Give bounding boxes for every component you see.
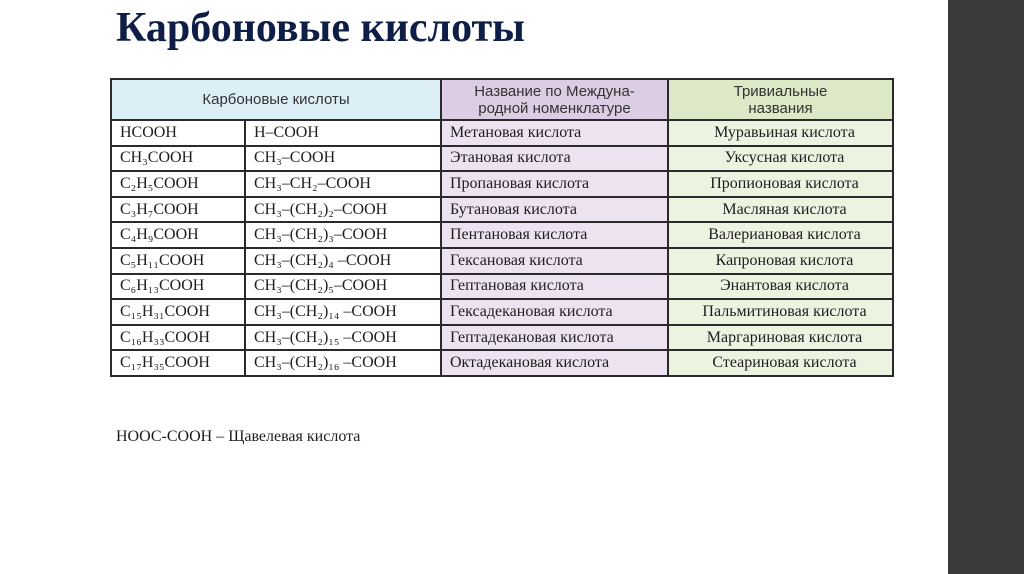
oxalic-acid-note: НООС-СООН – Щавелевая кислота (116, 428, 361, 445)
molecular-formula-cell: C₁₇H₃₅COOH (111, 350, 245, 376)
trivial-name-cell: Стеариновая кислота (668, 350, 893, 376)
iupac-name-cell: Гептадекановая кислота (441, 325, 668, 351)
molecular-formula-cell: C₅H₁₁COOH (111, 248, 245, 274)
structural-formula-cell: CH₃–COOH (245, 146, 441, 172)
table-header-row (111, 79, 893, 120)
trivial-name-cell: Валериановая кислота (668, 222, 893, 248)
structural-formula-cell: H–COOH (245, 120, 441, 146)
iupac-name-cell: Этановая кислота (441, 146, 668, 172)
molecular-formula-cell: C₄H₉COOH (111, 222, 245, 248)
table-row (111, 350, 893, 376)
table-row (111, 222, 893, 248)
table-row (111, 197, 893, 223)
molecular-formula-cell: C₃H₇COOH (111, 197, 245, 223)
molecular-formula-cell: C₆H₁₃COOH (111, 274, 245, 300)
structural-formula-cell: CH₃–(CH₂)₂–COOH (245, 197, 441, 223)
header-iupac-name: Название по Междуна- родной номенклатуре (441, 79, 668, 120)
molecular-formula-cell: C₁₅H₃₁COOH (111, 299, 245, 325)
iupac-name-cell: Гексановая кислота (441, 248, 668, 274)
iupac-name-cell: Пентановая кислота (441, 222, 668, 248)
trivial-name-cell: Уксусная кислота (668, 146, 893, 172)
iupac-name-cell: Бутановая кислота (441, 197, 668, 223)
structural-formula-cell: CH₃–(CH₂)₃–COOH (245, 222, 441, 248)
table-row (111, 120, 893, 146)
molecular-formula-cell: HCOOH (111, 120, 245, 146)
iupac-name-cell: Октадекановая кислота (441, 350, 668, 376)
table-row (111, 325, 893, 351)
header-formula: Карбоновые кислоты (111, 79, 441, 120)
right-sidebar-strip (948, 0, 1024, 574)
iupac-name-cell: Пропановая кислота (441, 171, 668, 197)
slide-title: Карбоновые кислоты (116, 5, 525, 51)
trivial-name-cell: Энантовая кислота (668, 274, 893, 300)
header-trivial-name: Тривиальные названия (668, 79, 893, 120)
carboxylic-acids-table (110, 78, 894, 377)
trivial-name-cell: Капроновая кислота (668, 248, 893, 274)
structural-formula-cell: CH₃–(CH₂)₁₅ –COOH (245, 325, 441, 351)
trivial-name-cell: Пропионовая кислота (668, 171, 893, 197)
structural-formula-cell: CH₃–(CH₂)₁₄ –COOH (245, 299, 441, 325)
structural-formula-cell: CH₃–CH₂–COOH (245, 171, 441, 197)
trivial-name-cell: Пальмитиновая кислота (668, 299, 893, 325)
structural-formula-cell: CH₃–(CH₂)₄ –COOH (245, 248, 441, 274)
molecular-formula-cell: C₂H₅COOH (111, 171, 245, 197)
trivial-name-cell: Маргариновая кислота (668, 325, 893, 351)
trivial-name-cell: Масляная кислота (668, 197, 893, 223)
table-row (111, 171, 893, 197)
structural-formula-cell: CH₃–(CH₂)₁₆ –COOH (245, 350, 441, 376)
iupac-name-cell: Гексадекановая кислота (441, 299, 668, 325)
iupac-name-cell: Метановая кислота (441, 120, 668, 146)
structural-formula-cell: CH₃–(CH₂)₅–COOH (245, 274, 441, 300)
table-row (111, 274, 893, 300)
trivial-name-cell: Муравьиная кислота (668, 120, 893, 146)
table-row (111, 248, 893, 274)
molecular-formula-cell: CH₃COOH (111, 146, 245, 172)
table-row (111, 299, 893, 325)
iupac-name-cell: Гептановая кислота (441, 274, 668, 300)
table-row (111, 146, 893, 172)
molecular-formula-cell: C₁₆H₃₃COOH (111, 325, 245, 351)
